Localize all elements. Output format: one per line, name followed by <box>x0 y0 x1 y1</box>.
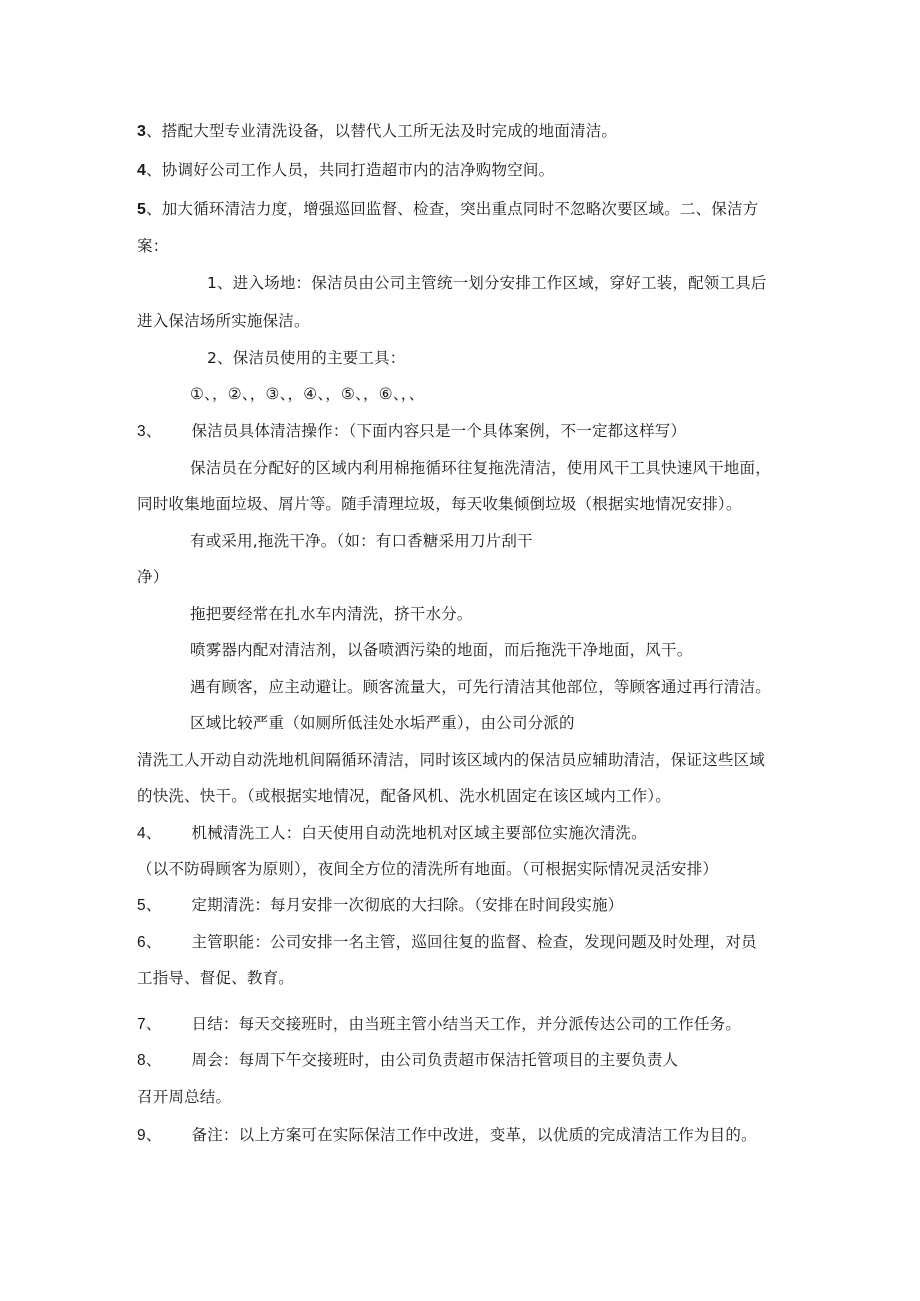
section-9 <box>137 1125 757 1146</box>
item-5 <box>137 199 758 220</box>
section-3 <box>137 421 686 442</box>
section-text: 周会：每周下午交接班时，由公司负责超市保洁托管项目的主要负责人 <box>191 1051 679 1069</box>
section-7 <box>137 1014 741 1035</box>
section-8 <box>137 1050 678 1071</box>
section-number: 6、 <box>137 934 162 951</box>
item-number: 5 <box>137 201 147 218</box>
sub-item-2: 2、保洁员使用的主要工具： <box>207 349 406 367</box>
section-text: 保洁员具体清洁操作：（下面内容只是一个具体案例，不一定都这样写） <box>191 422 687 440</box>
paragraph-6-line-1: 区域比较严重（如厕所低洼处水垢严重），由公司分派的 <box>190 714 575 732</box>
item-3 <box>137 121 617 142</box>
paragraph-1-line-2: 同时收集地面垃圾、屑片等。随手清理垃圾，每天收集倾倒垃圾（根据实地情况安排）。 <box>137 495 742 513</box>
paragraph-4: 喷雾器内配对清洁剂，以备喷洒污染的地面，而后拖洗干净地面，风干。 <box>190 641 693 659</box>
section-number: 3、 <box>137 423 162 440</box>
section-6 <box>137 932 757 953</box>
section-number: 9、 <box>137 1127 162 1144</box>
item-text: 、搭配大型专业清洗设备，以替代人工所无法及时完成的地面清洁。 <box>146 122 618 140</box>
section-text: 日结：每天交接班时，由当班主管小结当天工作，并分派传达公司的工作任务。 <box>191 1015 742 1033</box>
paragraph-2-line-1: 有或采用,拖洗干净。（如：有口香糖采用刀片刮干 <box>190 532 533 550</box>
item-number: 4 <box>137 162 147 179</box>
item-text: 、加大循环清洁力度，增强巡回监督、检查，突出重点同时不忽略次要区域。二、保洁方 <box>146 200 759 218</box>
section-text: 备注：以上方案可在实际保洁工作中改进，变革，以优质的完成清洁工作为目的。 <box>191 1126 757 1144</box>
section-text: 定期清洗：每月安排一次彻底的大扫除。（安排在时间段实施） <box>191 896 624 914</box>
paragraph-3: 拖把要经常在扎水车内清洗，挤干水分。 <box>190 605 473 623</box>
section-number: 7、 <box>137 1016 162 1033</box>
item-4 <box>137 160 554 181</box>
tools-list: ①、，②、，③、，④、，⑤、，⑥、，、 <box>190 385 425 403</box>
paragraph-2-line-2: 净） <box>137 568 169 586</box>
section-8-continuation: 召开周总结。 <box>137 1088 232 1106</box>
paragraph-5: 遇有顾客，应主动避让。顾客流量大，可先行清洁其他部位，等顾客通过再行清洁。 <box>190 678 771 696</box>
sub-item-1-line-2: 进入保洁场所实施保洁。 <box>137 312 310 330</box>
section-text: 机械清洗工人：白天使用自动洗地机对区域主要部位实施次清洗。 <box>191 824 647 842</box>
item-number: 3 <box>137 123 147 140</box>
section-number: 5、 <box>137 897 162 914</box>
item-text: 、协调好公司工作人员，共同打造超市内的洁净购物空间。 <box>146 161 555 179</box>
section-5 <box>137 895 623 916</box>
item-5-continuation: 案： <box>137 237 169 255</box>
section-4-continuation: （以不防碍顾客为原则），夜间全方位的清洗所有地面。（可根据实际情况灵活安排） <box>137 860 719 878</box>
paragraph-6-line-3: 的快洗、快干。（或根据实地情况，配备风机、洗水机固定在该区域内工作）。 <box>137 787 672 805</box>
paragraph-6-line-2: 清洗工人开动自动洗地机间隔循环清洁，同时该区域内的保洁员应辅助清洁，保证这些区域 <box>137 751 766 769</box>
paragraph-1-line-1: 保洁员在分配好的区域内利用棉拖循环往复拖洗清洁，使用风干工具快速风干地面， <box>190 459 771 477</box>
section-6-continuation: 工指导、督促、教育。 <box>137 969 295 987</box>
sub-item-1-line-1: 1、进入场地：保洁员由公司主管统一划分安排工作区域，穿好工装，配领工具后 <box>207 274 767 292</box>
section-4 <box>137 823 647 844</box>
section-text: 主管职能：公司安排一名主管，巡回往复的监督、检查，发现问题及时处理，对员 <box>191 933 757 951</box>
section-number: 4、 <box>137 825 162 842</box>
section-number: 8、 <box>137 1052 162 1069</box>
